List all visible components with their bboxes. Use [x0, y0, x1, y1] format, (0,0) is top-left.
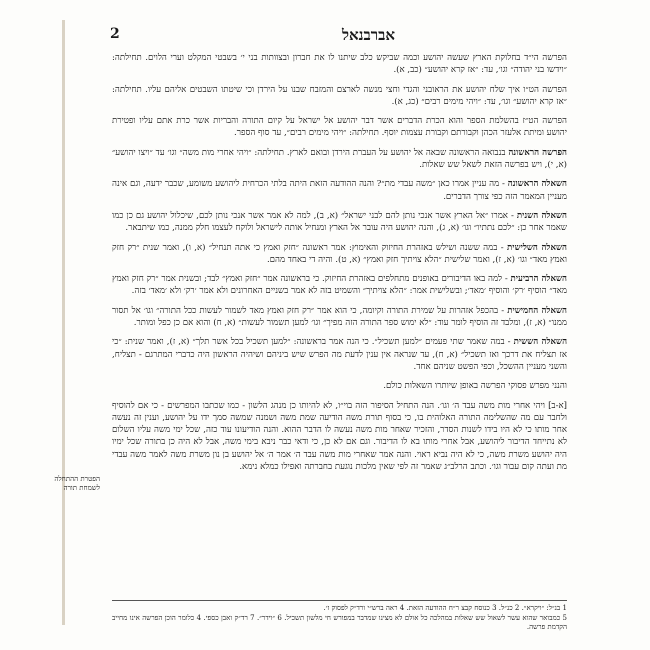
paragraph: השאלה השנית - אמרו ״אל הארץ אשר אנכי נותן להם לבני ישראל״ (א, ב), למה לא אמר אשר אנכי נותן לכם, שיכלול יהושע גם כן כמו שאמר אחר כן: ״לכם נתתיו״ וגו׳ (א, ג), והנה יהושע היה עובר אל הארץ ומנחיל אותה לישראל ולוקח לעצמו חלק ממנה, כמו שיתבאר.	[112, 210, 567, 234]
question-heading: השאלה החמישית	[507, 305, 567, 316]
paragraph: השאלה הששית - במה שאמר שתי פעמים ״למען תשכיל״. כי הנה אמר בראשונה: ״למען תשכיל בכל אשר תלך״ (א, ז), ואמר שנית: ״כי אז תצליח את דרכך ואז תשכיל״ (א, ח), עד שנראה אין ענין לדעת מה הפרש שיש ביניהם ושיהיה הראשון היה כדברי המתרגם - תצליח, והשני מעניין ההשכל, וכפי הפשט שניהם אחד.	[112, 337, 568, 372]
paragraph: השאלה הראשונה - מה עניין אמרו כאן ״משה עבדי מת״? והנה ההודעה הזאת היתה בלתי הכרחית ליהושע משומע, שכבר ידעה, וגם אינה מעניין המאמר הזה כפי צורך הדברים.	[112, 179, 567, 202]
paragraph: הפרשה הט״ו איך שלח יהושע את הראובני והגדי וחצי מנשה לארצם והמזבח שבנו על הירדן וכי שיטתו השבטים אליהם עליו. תחילתה: ״אז קרא יהושע״ וגו׳, עד: ״ויהי מימים רבים״ (כג, א).	[112, 84, 567, 107]
paragraph: הפרשה הט״ז בהשלמת הספר והוא הכרת הדברים אשר דבר יהושע אל ישראל על קיום התורה והבריות אשר כרת אתם עליו ופטירת יהושע ומיתת אלעזר הכהן וקבורתם וקבורת עצמות יוסף. תחילתה: ״ויהי מימים רבים״, עד סוף הספר.	[112, 116, 567, 139]
binding-edge	[62, 20, 65, 625]
paragraph: הפרשה הראשונה בנבואה הראשונה שבאה אל יהושע על העברת הירדן ובואם לארץ. תחילתה: ״ויהי אחרי מות משה״ וגו׳ עד ״ויצו יהושע״ (א, י), ויש בפרשה הזאת לשאל שש שאלות.	[112, 147, 567, 171]
page-number: 2	[110, 26, 120, 42]
page-header	[110, 26, 565, 46]
paragraph: [א-ב] ויהי אחרי מות משה עבד ה׳ וגו׳. הנה התחיל הסיפור הזה בוי״ו, לא להיותו כן מנהג הלשון - כמו שכתבו המפרשים - כי אם להוסיף ולחבר עם מה שהשלימה התורה האלוהית בו, כי בסוף תורת משה הודיעה שמת משה ושמנה שמשה סמך ידו על יהושע, וענין זה נעשה אחר מותו כי לא היו בידו לשנות הסדר, והזכיר שאחר מות משה נעשה לו הדבר ההוא. והנה הודיעונו עוד כזה, שכל ימי משה עליו השלום לא נתייחד הדיבור ליהושע, אבל אחרי מותו בא לו הדיבור. וגם אם לא כן, כי ודאי כבר ניבא בימי משה, אבל לא היה כן בתורה שכל ימיו היה יהושע משרת משה, כי לא היה נביא ראוי. והנה אמר שאחרי מות משה עבד ה׳ אמר ה׳ אל יהושע בן נון משרת משה לאמר משה עבדי מת ועתה קום עבור וגו׳. וכתב הרלב״ג שאמר זה לפי שאין מלכות נוגעת בחברתה ואפילו כמלא נימא.	[112, 400, 567, 473]
question-heading: השאלה השנית	[516, 210, 567, 221]
paragraph: השאלה החמישית - בהכפל אזהרות על שמירת התורה וקיומה, כי הוא אמר ״רק חזק ואמץ מאד לשמור לעשות ככל התורה״ וגו׳ אל תסור ממנו״ (א, ז), ומלבד זה הוסיף לומר עוד: ״לא ימוש ספר התורה הזה מפיך״ וגו׳ למען תשמור לעשות״ (א, ח) והוא אם כן כפל ומותר.	[112, 305, 567, 329]
footnote-line: 5 כמבואר שהוא עשר לשאול שש שאלות במהלכה כל אולם לא מצינו שמדבר במפורש חי מלשון תשכיל. 6 ״וידר״. 7 רד״ק ואבן כספי. 4 כלומר הוכן הפרשה אינו מחייב הקדמת פרשה.	[112, 613, 567, 631]
question-heading: השאלה השלישית	[506, 242, 567, 253]
paragraph: והנני מפרש פסוקי הפרשה באופן שיותרו השאלות כולם.	[383, 381, 567, 392]
paragraph: השאלה הרביעית - למה באו הדיבורים באופנים מתחלפים באזהרת החיזוק. כי בראשונה אמר ״חזק ואמץ״ לבד; ובשנית אמר ״רק חזק ואמץ מאד״ הוסיף ׳רק׳ והוסיף ׳מאד׳; ובשלישית אמר: ״הלא צויתיך״ והשמיט בזה לא אמר בשניים האחרונים ולא אמר ׳רק׳ ולא ׳מאד׳ בזה.	[112, 274, 567, 297]
margin-note: הפטרת ההתחלה לשמחת תורה	[54, 475, 100, 492]
section-heading: הפרשה הראשונה	[508, 147, 567, 158]
question-heading: השאלה הראשונה	[507, 179, 567, 190]
footnote-line: 1 בנ״ל: ״ויקרא״. 2 כנ״ל. 3 כנוסח קבצ ר״ח ההודעה הזאת. 4 ראה ברש״י ורד״ק לפסוק ז׳.	[323, 604, 567, 612]
footnote-divider	[112, 600, 567, 601]
main-text	[112, 52, 567, 480]
question-heading: השאלה הרביעית	[510, 274, 567, 285]
footnotes	[112, 604, 567, 633]
paragraph: השאלה השלישית - במה ששנה ושילש באזהרת החיזוק והאימוץ: אמר ראשונה ״חזק ואמץ כי אתה תנחיל״ (א, ו), ואמר שנית ״רק חזק ואמץ מאד״ וגו׳ (א, ז), ואמר שלישית ״הלא צויתיך חזק ואמץ״ (א, ט). והיה די באחד מהם.	[112, 242, 567, 265]
question-heading: השאלה הששית	[513, 337, 568, 348]
running-title: אברבנאל	[342, 26, 395, 44]
paragraph: הפרשה הי״ד בחלוקת הארץ שעשה יהושע וכמה שביקש כלב שיתנו לו את חברון ובצוותות בני י׳ בשבטי המקלט וערי הלוים. תחילתה: ״וידשו בני יהודה״ וגו׳, עד: ״אז קרא יהושע״ (כב, א).	[112, 53, 567, 76]
